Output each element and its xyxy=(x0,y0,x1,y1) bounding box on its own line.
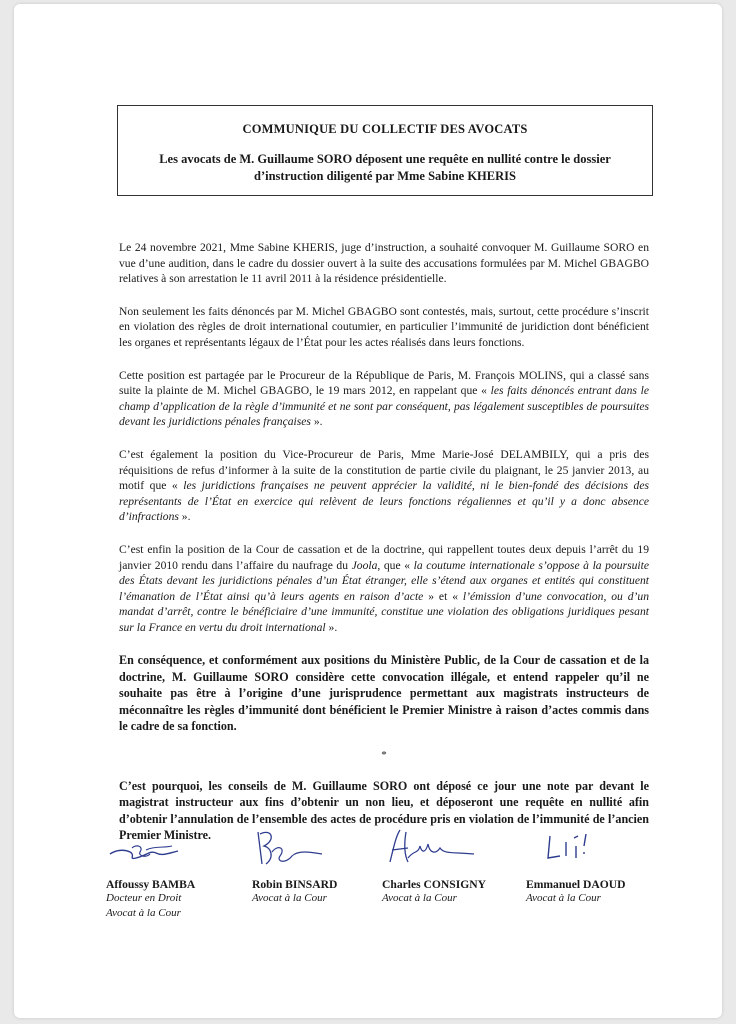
p5-text-b: , que « xyxy=(377,558,414,572)
paragraph-7: C’est pourquoi, les conseils de M. Guillaume SORO ont déposé ce jour une note par devant le magistrat instructeur aux fins d’obtenir un non lieu, et déposeront une requête en nullité afin d’obtenir l’annulation de l’ensemble des actes de procédure pris en violation de l’immunité de l’ancien Premier Ministre. xyxy=(119,778,649,843)
p3-text-a: Cette position est partagée par le Procureur de la République de Paris, M. François MOLINS, qui a classé sans suite la plainte de M. Michel GBAGBO, le 19 mars 2012, en rappelant que « xyxy=(119,368,649,398)
paragraph-2: Non seulement les faits dénoncés par M. Michel GBAGBO sont contestés, mais, surtout, cette procédure s’inscrit en violation des règles de droit international coutumier, en particulier l’immunité de juridiction dont bénéficient les organes et représentants légaux de l’État pour les actes réalisés dans leurs fonctions. xyxy=(119,304,649,349)
signatory-2-role-1: Avocat à la Cour xyxy=(252,892,327,904)
p5-text-d: ». xyxy=(325,620,338,634)
signatory-4-name: Emmanuel DAOUD xyxy=(526,878,626,891)
paragraph-3 xyxy=(119,368,649,430)
p3-text-b: ». xyxy=(310,415,323,429)
signature-consigny-icon xyxy=(382,824,482,876)
p5-joola: Joola xyxy=(351,558,378,572)
p5-text-c: » et « xyxy=(423,589,463,603)
section-separator: * xyxy=(381,748,387,761)
paragraph-6: En conséquence, et conformément aux positions du Ministère Public, de la Cour de cassation et de la doctrine, M. Guillaume SORO considère cette convocation illégale, et entend rappeler qu’il ne souhaite pas être à l’origine d’une jurisprudence permettant aux magistrats instructeurs de méconnaître les règles d’immunité dont bénéficient le Premier Ministre à raison d’actes commis dans le cadre de sa fonction. xyxy=(119,653,649,734)
p5-quote-1: la coutume internationale s’oppose à la poursuite des États devant les juridictions pénales d’un État étranger, elle s’étend aux organes et entités qui constituent l’émanation de l’État ainsi qu’à leurs agents en raison d’acte xyxy=(119,558,649,603)
signatory-1-role-2: Avocat à la Cour xyxy=(106,907,181,919)
p4-text-b: ». xyxy=(178,510,191,524)
signatory-3 xyxy=(382,824,522,906)
p4-quote: les juridictions françaises ne peuvent apprécier la validité, ni le bien-fondé des décisions des représentants de l’État en exercice qui relèvent de leurs fonctions régaliennes et qu’il y a donc absence d’infractions xyxy=(119,479,649,524)
signatory-2 xyxy=(252,824,392,906)
p5-text-a: C’est enfin la position de la Cour de cassation et de la doctrine, qui rappellent toutes deux depuis l’arrêt du 19 janvier 2010 rendu dans l’affaire du naufrage du xyxy=(119,542,649,572)
signatory-2-name: Robin BINSARD xyxy=(252,878,338,891)
paragraph-5 xyxy=(119,542,649,636)
signature-bamba-icon xyxy=(106,824,186,876)
signatures-block xyxy=(106,824,666,924)
paragraph-1: Le 24 novembre 2021, Mme Sabine KHERIS, juge d’instruction, a souhaité convoquer M. Guillaume SORO en vue d’une audition, dans le cadre du dossier ouvert à la suite des accusations formulées par M. Michel GBAGBO relatives à son arrestation le 11 avril 2011 à la résidence présidentielle. xyxy=(119,241,649,286)
paragraph-4 xyxy=(119,447,649,525)
signatory-4-role-1: Avocat à la Cour xyxy=(526,892,601,904)
document-body xyxy=(119,240,649,861)
signature-daoud-icon xyxy=(526,824,606,876)
header-box xyxy=(117,105,653,196)
document-page xyxy=(14,4,722,1018)
signatory-3-name: Charles CONSIGNY xyxy=(382,878,487,891)
signature-binsard-icon xyxy=(252,824,332,876)
p5-quote-2: l’émission d’une convocation, ou d’un mandat d’arrêt, contre le bénéficiaire d’une immunité, constitue une violation des obligations juridiques pesant sur la France en vertu du droit international xyxy=(119,589,650,634)
signatory-1 xyxy=(106,824,246,921)
p4-text-a: C’est également la position du Vice-Procureur de Paris, Mme Marie-José DELAMBILY, qui a pris des réquisitions de refus d’informer à la suite de la constitution de partie civile du plaignant, le 25 janvier 2013, au motif que « xyxy=(119,447,649,493)
communique-title: COMMUNIQUE DU COLLECTIF DES AVOCATS xyxy=(242,122,528,136)
signatory-4 xyxy=(526,824,666,906)
signatory-1-role-1: Docteur en Droit xyxy=(106,892,182,904)
p3-quote: les faits dénoncés entrant dans le champ d’application de la règle d’immunité et ne sont par conséquent, pas légalement susceptibles de poursuites devant les juridictions pénales françaises xyxy=(119,384,650,429)
communique-subtitle: Les avocats de M. Guillaume SORO déposent une requête en nullité contre le dossier d’instruction diligenté par Mme Sabine KHERIS xyxy=(159,152,611,183)
signatory-1-name: Affoussy BAMBA xyxy=(106,878,196,891)
signatory-3-role-1: Avocat à la Cour xyxy=(382,892,457,904)
